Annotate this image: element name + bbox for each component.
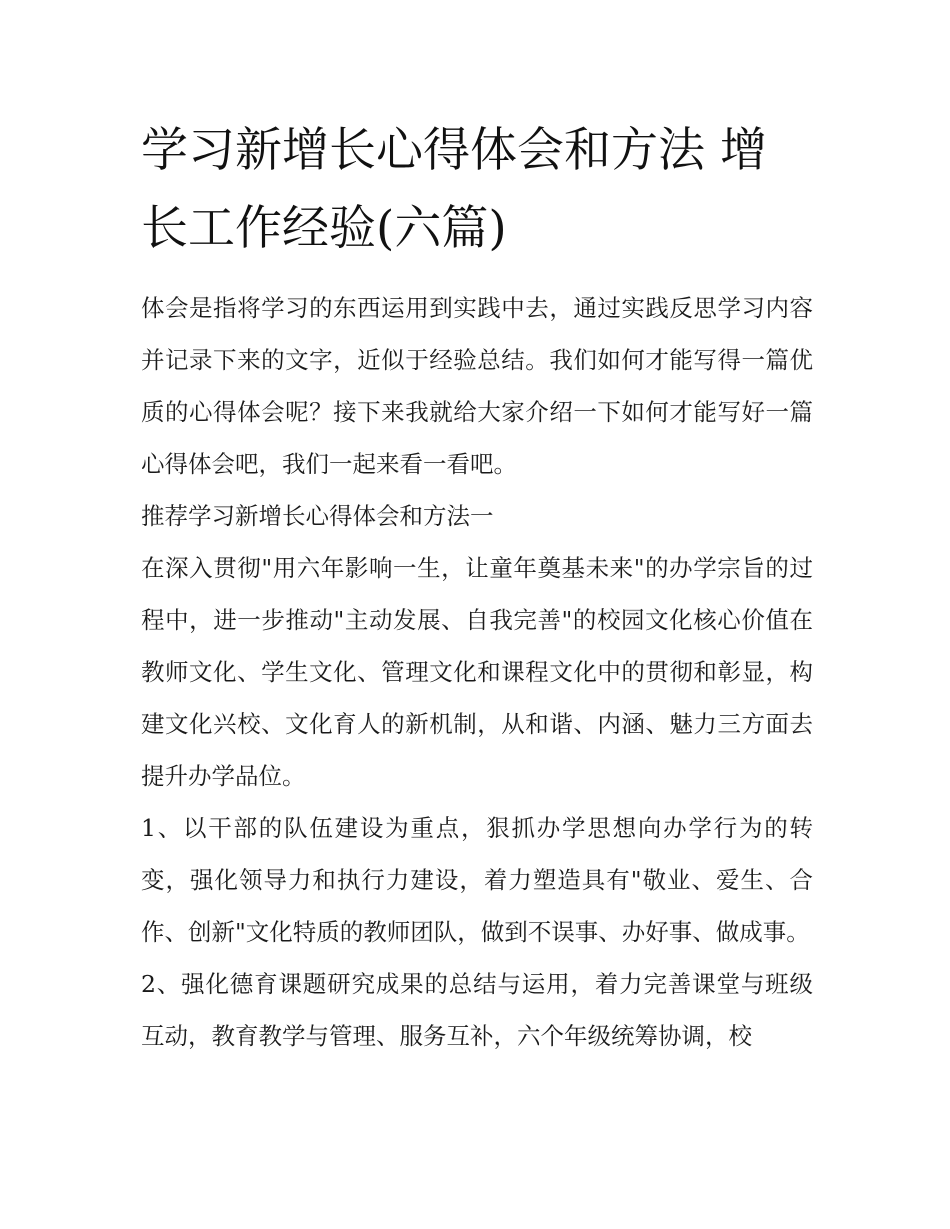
list-item: 2、强化德育课题研究成果的总结与运用，着力完善课堂与班级互动，教育教学与管理、服务互补，六个年级统筹协调，校 <box>141 970 813 1050</box>
section-heading: 推荐学习新增长心得体会和方法一 <box>141 502 494 530</box>
document-body <box>141 112 813 1062</box>
intro-paragraph: 体会是指将学习的东西运用到实践中去，通过实践反思学习内容并记录下来的文字，近似于经验总结。我们如何才能写得一篇优质的心得体会呢？接下来我就给大家介绍一下如何才能写好一篇心得体会吧，我们一起来看一看吧。 <box>141 294 813 478</box>
section-paragraph: 在深入贯彻"用六年影响一生，让童年奠基未来"的办学宗旨的过程中，进一步推动"主动发展、自我完善"的校园文化核心价值在教师文化、学生文化、管理文化和课程文化中的贯彻和彰显，构建文化兴校、文化育人的新机制，从和谐、内涵、魅力三方面去提升办学品位。 <box>141 554 813 790</box>
list-item: 1、以干部的队伍建设为重点，狠抓办学思想向办学行为的转变，强化领导力和执行力建设，着力塑造具有"敬业、爱生、合作、创新"文化特质的教师团队，做到不误事、办好事、做成事。 <box>141 814 813 946</box>
document-title: 学习新增长心得体会和方法 增长工作经验(六篇) <box>141 123 767 256</box>
